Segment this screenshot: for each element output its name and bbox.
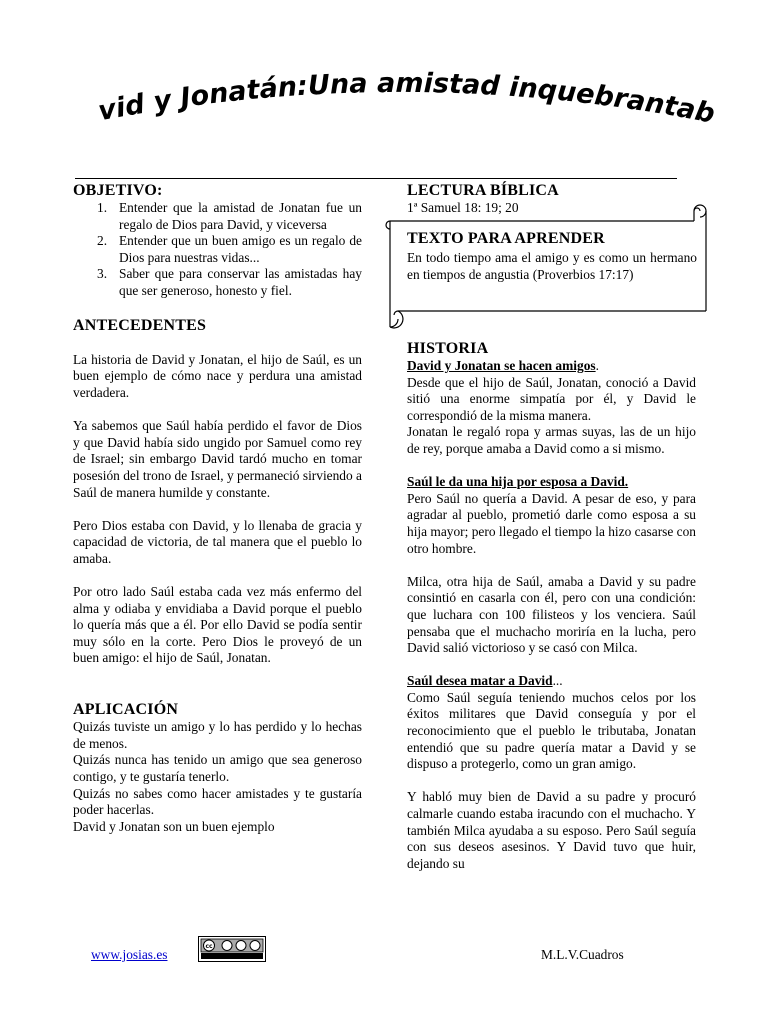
antecedentes-paragraph: La historia de David y Jonatan, el hijo de Saúl, es un buen ejemplo de cómo nace y perdura una amistad verdadera.	[73, 351, 362, 400]
author-credit: M.L.V.Cuadros	[541, 947, 624, 962]
objetivo-list	[73, 200, 362, 300]
historia-paragraph: Desde que el hijo de Saúl, Jonatan, conoció a David sitió una enorme simpatía por él, y David le correspondió de la misma manera.	[407, 374, 696, 423]
aplicacion-heading: APLICACIÓN	[73, 701, 179, 719]
antecedentes-paragraph: Ya sabemos que Saúl había perdido el favor de Dios y que David había sido ungido por Samuel como rey de Israel; sin embargo David tardó mucho en tomar posesión del trono de Israel, y permaneció sirviendo a Saúl de manera humilde y constante.	[73, 418, 362, 500]
website-link[interactable]: www.josias.es	[91, 947, 168, 962]
historia-heading: HISTORIA	[407, 340, 489, 357]
texto-heading: TEXTO PARA APRENDER	[407, 230, 605, 247]
list-item: 3. Saber que para conservar las amistadas hay que ser generoso, honesto y fiel.	[97, 266, 362, 298]
antecedentes-heading: ANTECEDENTES	[73, 317, 207, 335]
memory-verse-text: En todo tiempo ama el amigo y es como un hermano en tiempos de angustia (Proverbios 17:17)	[407, 250, 697, 282]
objetivo-heading: OBJETIVO:	[73, 182, 163, 199]
memory-verse-content	[407, 229, 697, 283]
antecedentes-paragraph: Por otro lado Saúl estaba cada vez más enfermo del alma y odiaba y envidiaba a David porque el pueblo lo quería más que a él. Por ello David se podía sentir muy sólo en la corte. Pero Dios le proveyó de un buen amigo: el hijo de Saúl, Jonatan.	[73, 584, 362, 666]
memory-verse-scroll	[382, 203, 712, 338]
document-title	[70, 60, 730, 170]
list-item: 2. Entender que un buen amigo es un regalo de Dios para nuestras vidas...	[97, 233, 362, 265]
historia-column	[407, 339, 696, 872]
lectura-heading: LECTURA BÍBLICA	[407, 182, 559, 199]
svg-text:cc: cc	[205, 943, 213, 950]
aplicacion-line: Quizás tuviste un amigo y lo has perdido y lo hechas de menos.	[73, 719, 362, 751]
cc-license-badge-icon[interactable]	[198, 936, 266, 962]
aplicacion-line: Quizás no sabes como hacer amistades y te gustaría poder hacerlas.	[73, 785, 362, 818]
left-column	[73, 181, 362, 835]
aplicacion-line: David y Jonatan son un buen ejemplo	[73, 818, 275, 834]
historia-paragraph: Milca, otra hija de Saúl, amaba a David y su padre consintió en casarla con él, pero con una condición: que luchara con 100 filisteos y los venciera. Saúl pensaba que el muchacho moriría en la lucha, pero David salió victorioso y se casó con Milca.	[407, 573, 696, 656]
bible-reference: 1ª Samuel 18: 19; 20	[407, 200, 519, 215]
historia-paragraph: Y habló muy bien de David a su padre y procuró calmarle cuando estaba iracundo con el muchacho. Y también Milca ayudaba a su esposo. Pero Saúl seguía con sus deseos asesinos. Y David tuvo que huir, dejando su	[407, 789, 696, 871]
list-item: 1. Entender que la amistad de Jonatan fue un regalo de Dios para David, y viceversa	[97, 200, 362, 232]
historia-paragraph: Jonatan le regaló ropa y armas suyas, las de un hijo de rey, porque amaba a David como a si mismo.	[407, 424, 696, 456]
historia-paragraph: Como Saúl seguía teniendo muchos celos por los éxitos militares que David conseguía y por el reconocimiento que el pueblo le tributaba, Jonatan entendió que su padre quería matar a David y se dispuso a protegerlo, como un gran amigo.	[407, 689, 696, 772]
aplicacion-line: Quizás nunca has tenido un amigo que sea generoso contigo, y te gustaría tenerlo.	[73, 752, 362, 784]
header-rule	[75, 178, 677, 179]
historia-subtitle: David y Jonatan se hacen amigos.	[407, 358, 599, 373]
historia-subtitle: Saúl desea matar a David...	[407, 673, 563, 689]
title-text: vid y Jonatán:Una amistad inquebrantab	[95, 67, 718, 130]
antecedentes-paragraph: Pero Dios estaba con David, y lo llenaba de gracia y capacidad de victoria, de tal manera que el pueblo lo amaba.	[73, 517, 362, 566]
historia-subtitle: Saúl le da una hija por esposa a David.	[407, 474, 629, 490]
historia-paragraph: Pero Saúl no quería a David. A pesar de eso, y para agradar al pueblo, prometió darle como esposa a su hija mayor; pero llegado el tiempo la hizo casarse con otro hombre.	[407, 490, 696, 556]
